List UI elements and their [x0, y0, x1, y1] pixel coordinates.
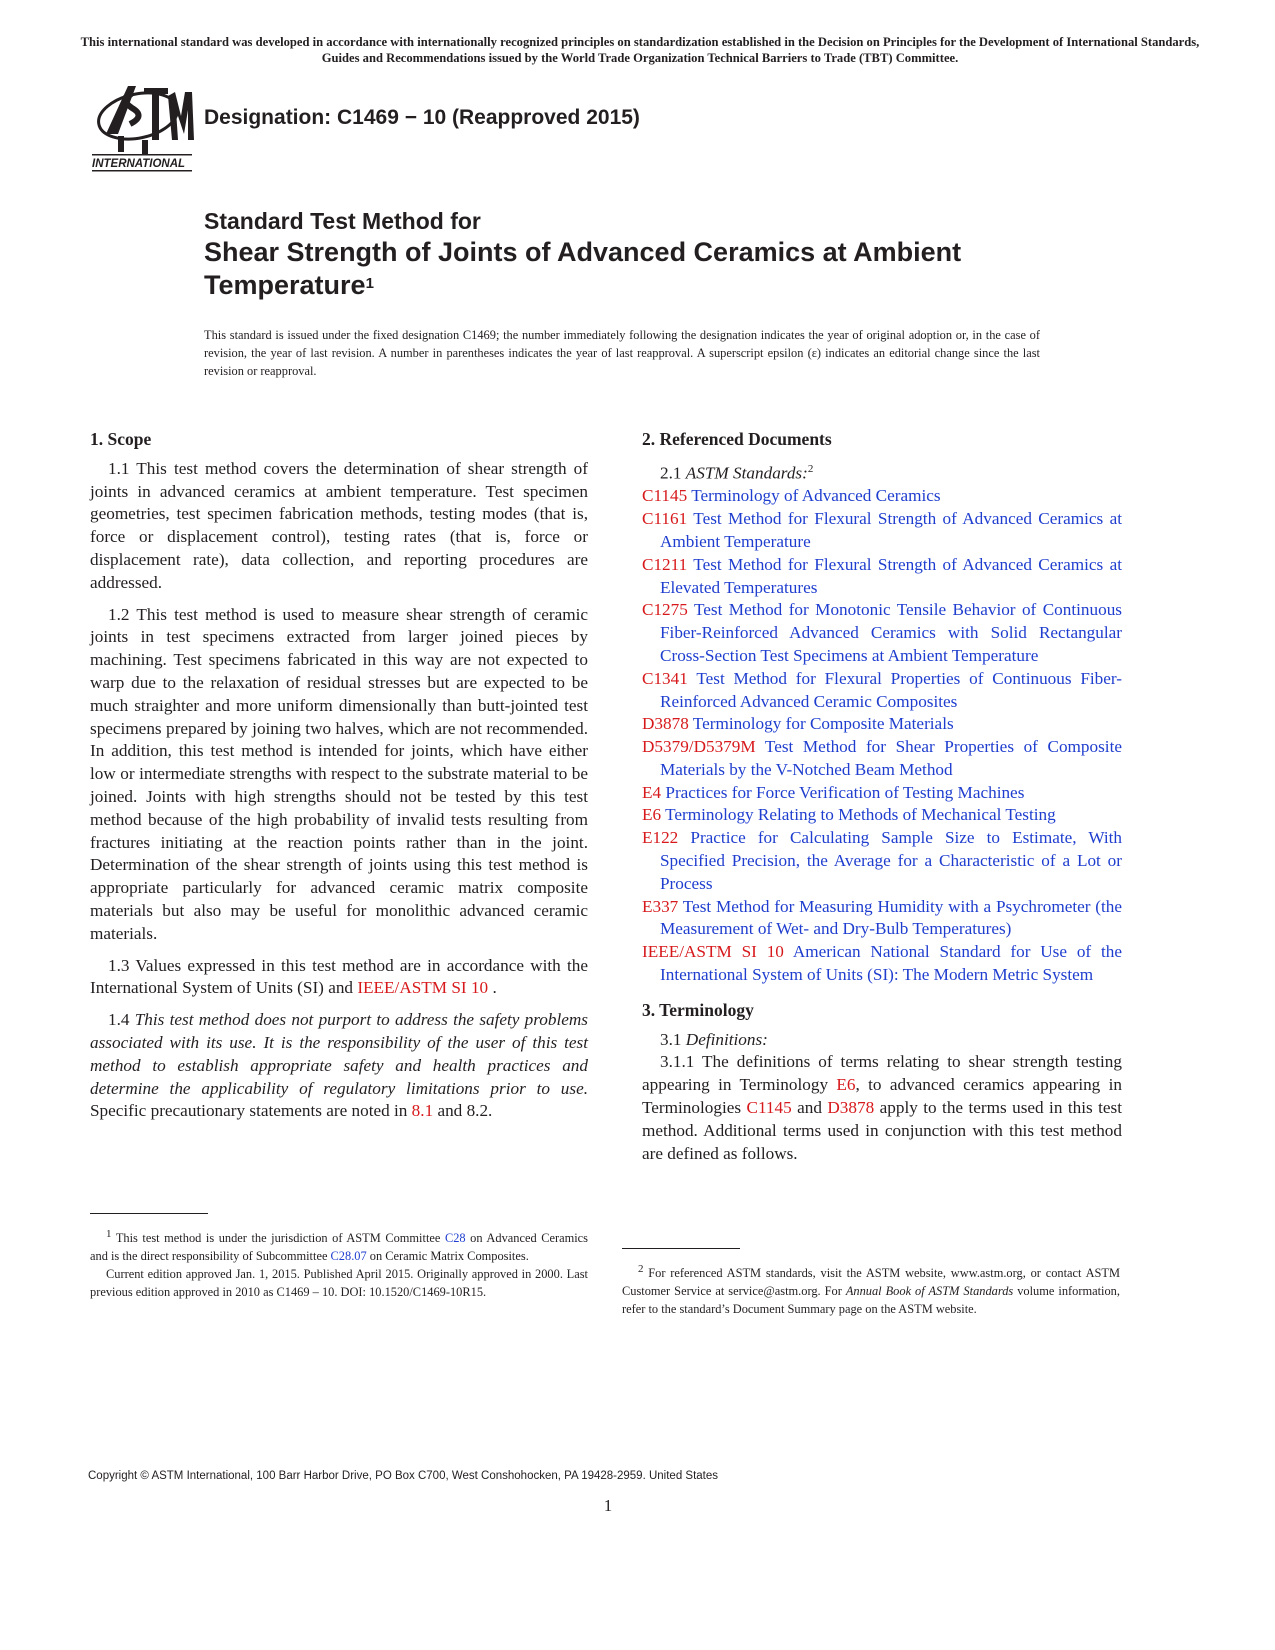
link-e6[interactable]: E6 [836, 1075, 856, 1095]
reference-code-link[interactable]: IEEE/ASTM SI 10 [642, 942, 784, 962]
paragraph-3-1-1-text-b: , to advanced ceramics appearing in Terminologies [642, 1075, 1122, 1118]
paragraph-1-4-end: and 8.2. [433, 1101, 493, 1121]
astm-logo-icon [88, 84, 198, 176]
reference-title-link[interactable]: Test Method for Flexural Properties of Continuous Fiber-Reinforced Advanced Ceramic Composites [660, 668, 1122, 711]
reference-code-link[interactable]: C1145 [642, 486, 688, 506]
link-section-8-1[interactable]: 8.1 [411, 1101, 434, 1121]
paragraph-1-4-text: Specific precautionary statements are noted in [90, 1101, 412, 1121]
footnote-1 [90, 1225, 588, 1301]
footnote-rule-left [90, 1213, 208, 1214]
reference-code-link[interactable]: E4 [642, 782, 662, 802]
reference-title-link[interactable]: Test Method for Shear Properties of Composite Materials by the V-Notched Beam Method [660, 737, 1122, 779]
reference-title-link[interactable]: Test Method for Measuring Humidity with a Psychrometer (the Measurement of Wet- and Dry-Bulb Temperatures) [660, 896, 1122, 939]
document-title [204, 206, 1104, 302]
referenced-document-item [642, 827, 1122, 895]
issuance-statement: This standard is issued under the fixed designation C1469; the number immediately following the designation indicates the year of original adoption or, in the case of revision, the year of last revision. A number in parentheses indicates the year of last reapproval. A superscript epsilon (ε) indicates an editorial change since the last revision or reapproval. [204, 328, 1040, 378]
section-heading-terminology: 3. Terminology [642, 999, 754, 1020]
title-footnote-mark[interactable]: 1 [365, 275, 374, 292]
footnote-1-text-a: This test method is under the jurisdiction of ASTM Committee [111, 1231, 445, 1246]
title-line-2 [204, 236, 1104, 302]
paragraph-1-1: 1.1 This test method covers the determination of shear strength of joints in advanced ceramics at ambient temperature. Test specimen geometries, test specimen fabrication methods, testing modes (that is, force or displacement control), testing rates (that is, force or displacement rate), data collection, and reporting procedures are addressed. [90, 458, 588, 592]
footnote-2-para [622, 1260, 1120, 1318]
footnote-1-text-b: on Advanced Ceramics and is the direct responsibility of Subcommittee [90, 1231, 588, 1264]
referenced-document-item [642, 713, 1122, 736]
reference-title-link[interactable]: Terminology of Advanced Ceramics [691, 486, 941, 506]
reference-code-link[interactable]: C1161 [642, 509, 688, 529]
footnote-2-mark-text: 2 [638, 1263, 644, 1275]
footnote-rule-right [622, 1248, 740, 1249]
reference-title-link[interactable]: Test Method for Flexural Strength of Advanced Ceramics at Ambient Temperature [660, 509, 1122, 551]
title-main-text: Shear Strength of Joints of Advanced Ceramics at Ambient Temperature [204, 237, 962, 300]
footnote-1-para-2: Current edition approved Jan. 1, 2015. Published April 2015. Originally approved in 2000. Last previous edition approved in 2010 as C1469 – 10. DOI: 10.1520/C1469-10R15. [90, 1267, 588, 1300]
paragraph-3-1-1-text-a: 3.1.1 The definitions of terms relating to shear strength testing appearing in Terminology [642, 1052, 1122, 1095]
page-number: 1 [603, 1496, 613, 1515]
footnote-2 [622, 1260, 1120, 1318]
subsection-2-1-number: 2.1 [660, 463, 686, 483]
reference-code-link[interactable]: C1341 [642, 668, 688, 688]
footnote-2-text-b: volume information, refer to the standard’s Document Summary page on the ASTM website. [622, 1284, 1120, 1317]
link-ieee-astm-si-10[interactable]: IEEE/ASTM SI 10 [357, 978, 489, 998]
subsection-astm-standards [642, 458, 1122, 486]
logo-text: INTERNATIONAL [92, 158, 186, 170]
section-heading-referenced-documents: 2. Referenced Documents [642, 429, 832, 449]
footnote-2-text-a: For referenced ASTM standards, visit the ASTM website, www.astm.org, or contact ASTM Customer Service at service@astm.org. For [622, 1266, 1120, 1299]
paragraph-1-3 [90, 955, 588, 1001]
reference-code-link[interactable]: D3878 [642, 714, 689, 734]
referenced-document-item [642, 508, 1122, 554]
reference-title-link[interactable]: Practices for Force Verification of Testing Machines [665, 782, 1025, 802]
footnote-1-mark: 1 [106, 1228, 112, 1240]
footnote-2-italic: Annual Book of ASTM Standards [845, 1284, 1014, 1299]
footnote-1-text-c: on Ceramic Matrix Composites. [366, 1249, 529, 1264]
reference-code-link[interactable]: D5379/D5379M [642, 737, 756, 757]
astm-logo [88, 84, 198, 176]
referenced-document-item [642, 668, 1122, 714]
safety-statement: This test method does not purport to address the safety problems associated with its use. It is the responsibility of the user of this test method to establish appropriate safety and health practices and determine the applicability of regulatory limitations prior to use. [90, 1010, 589, 1098]
link-d3878[interactable]: D3878 [827, 1098, 875, 1118]
referenced-document-item [642, 599, 1122, 667]
copyright-notice: Copyright © ASTM International, 100 Barr Harbor Drive, PO Box C700, West Conshohocken, PA 19428-2959. United States [88, 1470, 719, 1482]
reference-title-link[interactable]: Practice for Calculating Sample Size to Estimate, With Specified Precision, the Average for a Characteristic of a Lot or Process [660, 828, 1122, 893]
referenced-document-item [642, 896, 1122, 942]
paragraph-3-1-1-text-c: and [791, 1098, 828, 1118]
designation: Designation: C1469 − 10 (Reapproved 2015) [204, 106, 640, 129]
reference-code-link[interactable]: E6 [642, 805, 662, 825]
paragraph-3-1-1-text-d: apply to the terms used in this test method. Additional terms used in conjunction with this test method are defined as follows. [642, 1098, 1122, 1163]
paragraph-1-2: 1.2 This test method is used to measure shear strength of ceramic joints in test specimens extracted from larger joined pieces by machining. Test specimens fabricated in this way are not expected to warp due to the relaxation of residual stresses but are expected to be much straighter and more uniform dimensionally than butt-jointed test specimens prepared by joining two halves, which are not recommended. In addition, this test method is intended for joints, which have either low or intermediate strengths with respect to the substrate material to be joined. Joints with high strengths should not be tested by this test method because of the high probability of invalid tests resulting from fractures initiating at the reaction points rather than in the joint. Determination of the shear strength of joints using this test method is appropriate particularly for advanced ceramic matrix composite materials but also may be useful for monolithic advanced ceramic materials. [90, 604, 588, 943]
referenced-document-item [642, 941, 1122, 987]
paragraph-1-4-number: 1.4 [108, 1010, 135, 1030]
reference-code-link[interactable]: C1211 [642, 554, 688, 574]
title-line-1: Standard Test Method for [204, 208, 481, 234]
link-subcommittee-c28-07[interactable]: C28.07 [330, 1249, 367, 1264]
section-heading-scope: 1. Scope [90, 429, 152, 449]
reference-code-link[interactable]: C1275 [642, 600, 688, 620]
reference-title-link[interactable]: Test Method for Flexural Strength of Advanced Ceramics at Elevated Temperatures [660, 554, 1122, 597]
right-column [642, 428, 1122, 1174]
reference-title-link[interactable]: Test Method for Monotonic Tensile Behavior of Continuous Fiber-Reinforced Advanced Ceramics with Solid Rectangular Cross-Section Test Specimens at Ambient Temperature [660, 600, 1122, 665]
subsection-3-1-number: 3.1 [660, 1029, 686, 1049]
link-c1145[interactable]: C1145 [746, 1098, 792, 1118]
left-column [90, 428, 588, 1132]
referenced-document-item [642, 804, 1122, 827]
reference-title-link[interactable]: Terminology for Composite Materials [692, 714, 954, 734]
paragraph-1-4 [90, 1009, 588, 1123]
paragraph-1-3-text: 1.3 Values expressed in this test method are in accordance with the International System of Units (SI) and [90, 955, 588, 998]
reference-code-link[interactable]: E122 [642, 828, 679, 848]
subsection-2-1-label: ASTM Standards: [685, 463, 808, 483]
reference-code-link[interactable]: E337 [642, 896, 679, 916]
link-committee-c28[interactable]: C28 [444, 1231, 466, 1246]
referenced-document-item [642, 782, 1122, 805]
referenced-documents-list [642, 485, 1122, 987]
footnote-2-mark[interactable]: 2 [807, 462, 814, 475]
referenced-document-item [642, 485, 1122, 508]
referenced-document-item [642, 736, 1122, 782]
subsection-definitions [642, 1029, 1122, 1052]
paragraph-1-3-end: . [488, 978, 497, 998]
footnote-1-para-1 [90, 1225, 588, 1265]
reference-title-link[interactable]: Terminology Relating to Methods of Mechanical Testing [665, 805, 1056, 825]
subsection-3-1-label: Definitions: [685, 1029, 768, 1049]
referenced-document-item [642, 554, 1122, 600]
international-standard-notice: This international standard was developed in accordance with internationally recognized principles on standardization established in the Decision on Principles for the Development of International Standards, Guides and Recommendations issued by the World Trade Organization Technical Barriers to Trade (TBT) Committee. [80, 35, 1200, 65]
paragraph-3-1-1 [642, 1051, 1122, 1165]
reference-title-link[interactable]: American National Standard for Use of the International System of Units (SI): The Modern Metric System [660, 942, 1122, 985]
